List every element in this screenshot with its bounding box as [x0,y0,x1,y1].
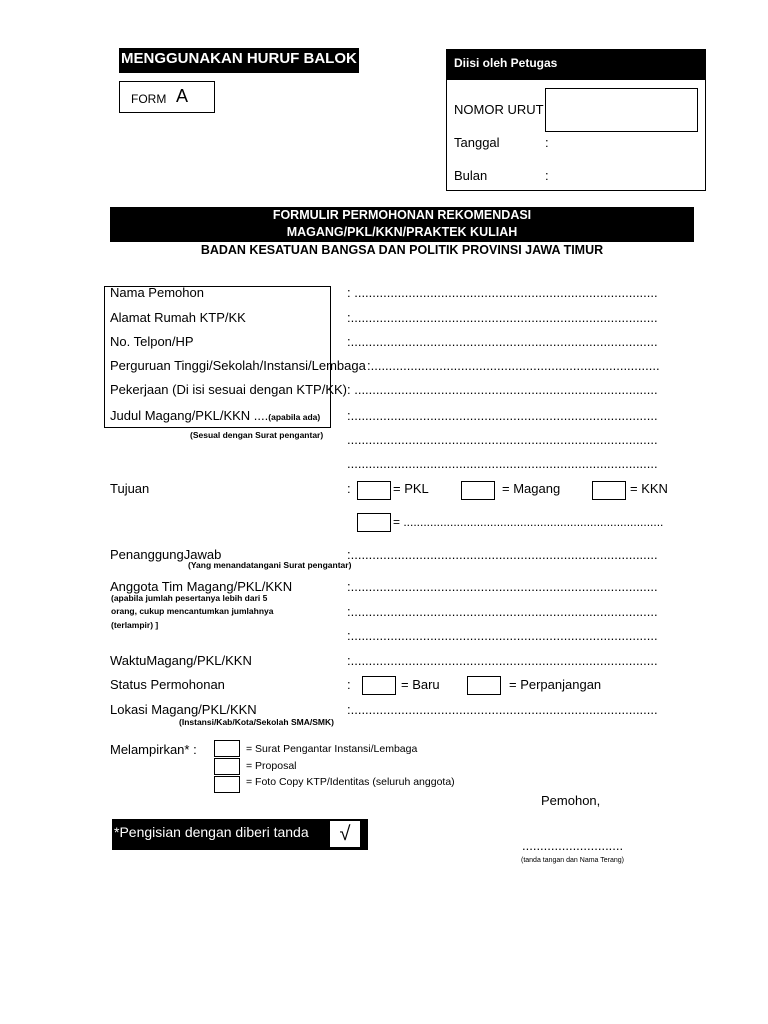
label-perguruan: Perguruan Tinggi/Sekolah/Instansi/Lembaga [110,358,366,373]
check-instruction-banner [112,819,368,850]
tanggal-colon: : [545,135,549,150]
input-nama[interactable]: : .................................................................................... [347,285,658,300]
label-alamat: Alamat Rumah KTP/KK [110,310,246,325]
label-penanggung: PenanggungJawab [110,547,222,562]
pemohon-label: Pemohon, [541,793,601,808]
option-baru: = Baru [401,677,440,692]
input-alamat[interactable]: :..................................................................................... [347,310,658,325]
checkbox-magang[interactable] [461,481,495,500]
form-code: A [176,86,189,106]
form-code-box [119,81,215,113]
penanggung-note: (Yang menandatangani Surat pengantar) [188,560,352,570]
label-judul-note: (apabila ada) [268,412,321,422]
label-judul-text: Judul Magang/PKL/KKN .... [110,408,269,423]
input-pekerjaan[interactable]: : .................................................................................... [347,382,658,397]
checkbox-proposal[interactable] [214,758,240,775]
tanggal-label: Tanggal [454,135,500,150]
lokasi-note: (Instansi/Kab/Kota/Sekolah SMA/SMK) [179,717,334,727]
signature-line[interactable]: ............................ [522,838,624,853]
option-kkn: = KKN [630,481,668,496]
label-pekerjaan: Pekerjaan (Di isi sesuai dengan KTP/KK) [110,382,348,397]
option-pkl: = PKL [393,481,429,496]
applicant-label-box [104,286,331,428]
input-waktu[interactable]: :..................................................................................... [347,653,658,668]
officer-title: Diisi oleh Petugas [447,50,705,80]
option-perpanjangan: = Perpanjangan [509,677,602,692]
signature-note: (tanda tangan dan Nama Terang) [521,857,624,864]
title-line1: FORMULIR PERMOHONAN REKOMENDASI [272,208,532,222]
input-judul-line2[interactable]: ...................................................................................... [347,432,658,447]
title-line2: MAGANG/PKL/KKN/PRAKTEK KULIAH [286,225,518,239]
input-anggota-2[interactable]: :..................................................................................... [347,604,658,619]
bulan-label: Bulan [454,168,488,183]
checkmark-icon: √ [330,821,360,847]
anggota-note-3: (terlampir) ] [111,620,159,630]
attachment-ktp: = Foto Copy KTP/Identitas (seluruh anggota) [246,776,455,788]
input-perguruan[interactable]: :................................................................................ [367,358,660,373]
officer-box [446,49,706,191]
block-letters-banner: MENGGUNAKAN HURUF BALOK [119,48,359,73]
checkbox-kkn[interactable] [592,481,626,500]
tujuan-colon: : [347,481,351,496]
checkbox-perpanjangan[interactable] [467,676,501,695]
input-anggota-3[interactable]: :..................................................................................... [347,628,658,643]
checkbox-surat-pengantar[interactable] [214,740,240,757]
anggota-note-1: (apabila jumlah pesertanya lebih dari 5 [111,593,268,603]
nomor-urut-label: NOMOR URUT [454,102,544,117]
status-colon: : [347,677,351,692]
label-judul [110,408,320,423]
judul-subnote: (Sesual dengan Surat pengantar) [190,430,324,440]
check-instruction-text: *Pengisian dengan diberi tanda [114,824,309,840]
title-line3: BADAN KESATUAN BANGSA DAN POLITIK PROVINSI JAWA TIMUR [200,243,604,257]
option-magang: = Magang [502,481,561,496]
option-other[interactable]: = .............................................................................. [393,515,664,529]
checkbox-baru[interactable] [362,676,396,695]
label-lokasi: Lokasi Magang/PKL/KKN [110,702,257,717]
input-anggota-1[interactable]: :..................................................................................... [347,579,658,594]
label-anggota: Anggota Tim Magang/PKL/KKN [110,579,293,594]
attachment-proposal: = Proposal [246,760,297,772]
title-banner [110,207,694,242]
input-telpon[interactable]: :..................................................................................... [347,334,658,349]
input-judul-line3[interactable]: ...................................................................................... [347,456,658,471]
label-status: Status Permohonan [110,677,225,692]
input-lokasi[interactable]: :..................................................................................... [347,702,658,717]
input-penanggung[interactable]: :..................................................................................... [347,547,658,562]
label-melampirkan: Melampirkan* : [110,742,197,757]
anggota-note-2: orang, cukup mencantumkan jumlahnya [111,606,274,616]
label-waktu: WaktuMagang/PKL/KKN [110,653,252,668]
label-telpon: No. Telpon/HP [110,334,194,349]
bulan-colon: : [545,168,549,183]
checkbox-other[interactable] [357,513,391,532]
checkbox-pkl[interactable] [357,481,391,500]
checkbox-ktp[interactable] [214,776,240,793]
nomor-urut-field[interactable] [545,88,698,132]
label-tujuan: Tujuan [110,481,150,496]
label-nama: Nama Pemohon [110,285,204,300]
attachment-surat-pengantar: = Surat Pengantar Instansi/Lembaga [246,743,418,755]
form-label: FORM [131,92,167,106]
input-judul[interactable]: :..................................................................................... [347,408,658,423]
